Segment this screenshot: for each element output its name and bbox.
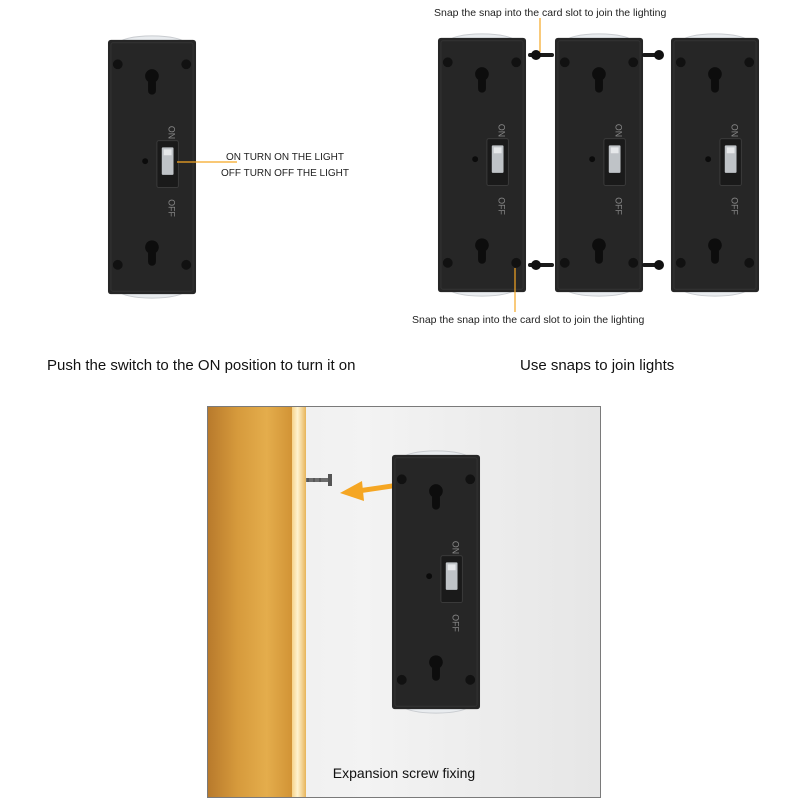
switch-on-mark: ON [496, 123, 507, 138]
snap-connectors [0, 0, 800, 320]
switch-off-mark: OFF [613, 197, 624, 215]
switch-off-mark: OFF [496, 197, 507, 215]
switch-off-mark: OFF [450, 614, 461, 632]
snap-icon [531, 50, 541, 60]
snap-icon [531, 260, 541, 270]
switch-on-mark: ON [450, 540, 461, 555]
switch-on-mark: ON [166, 125, 177, 140]
switch-on-mark: ON [729, 123, 740, 138]
switch-on-mark: ON [613, 123, 624, 138]
join-top-note: Snap the snap into the card slot to join the lighting [434, 7, 667, 19]
mounting-caption: Expansion screw fixing [332, 765, 476, 781]
switch-caption: Push the switch to the ON position to turn it on [47, 357, 356, 374]
join-bottom-note: Snap the snap into the card slot to join the lighting [412, 314, 645, 326]
snap-icon [654, 260, 664, 270]
switch-off-text: OFF TURN OFF THE LIGHT [221, 168, 349, 179]
snap-icon [654, 50, 664, 60]
switch-off-mark: OFF [729, 197, 740, 215]
lamp-mounting [391, 448, 481, 716]
mounting-photo [207, 406, 601, 798]
wood-board-edge [292, 407, 306, 797]
join-caption: Use snaps to join lights [520, 357, 675, 374]
switch-off-mark: OFF [166, 199, 177, 217]
switch-on-text: ON TURN ON THE LIGHT [226, 152, 344, 163]
